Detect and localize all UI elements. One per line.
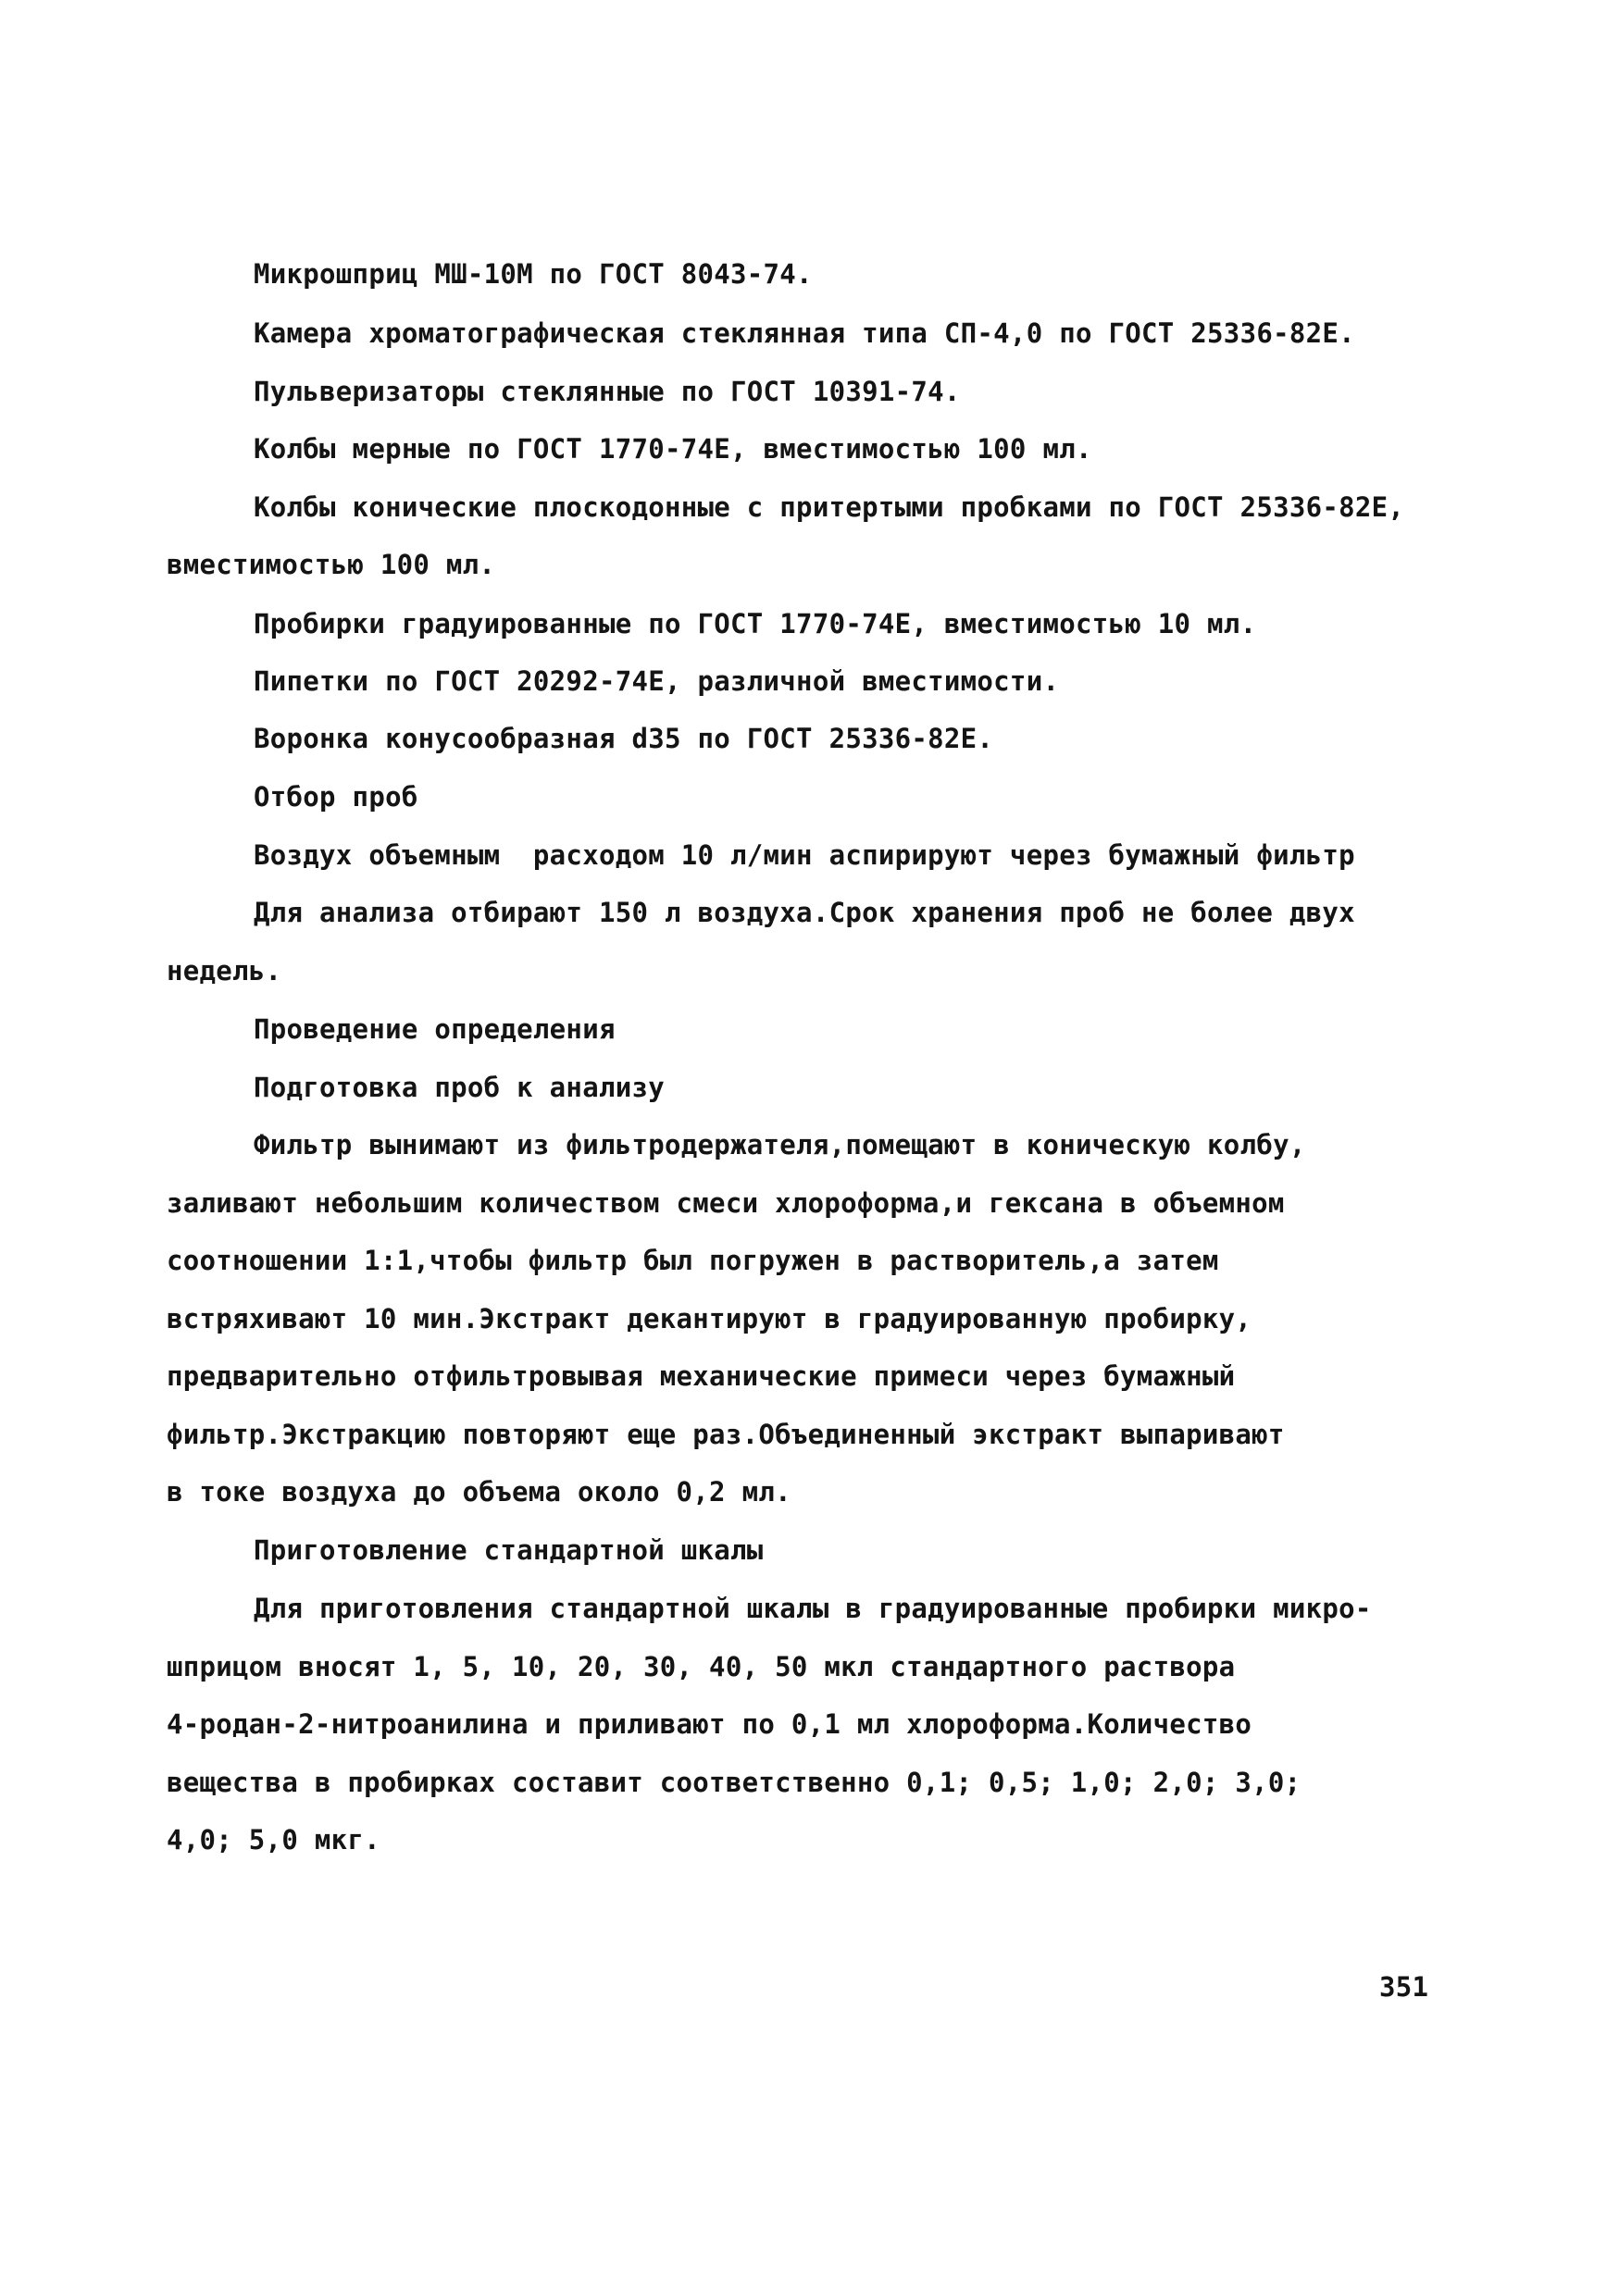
section-heading: Приготовление стандартной шкалы — [254, 1534, 764, 1566]
text-line: заливают небольшим количеством смеси хлороформа,и гексана в объемном — [167, 1187, 1285, 1219]
text-line: Для анализа отбирают 150 л воздуха.Срок хранения проб не более двух — [254, 897, 1355, 928]
section-heading: Отбор проб — [254, 781, 418, 813]
text-line: встряхивают 10 мин.Экстракт декантируют в градуированную пробирку, — [167, 1303, 1252, 1334]
text-line: соотношении 1:1,чтобы фильтр был погружен в растворитель,а затем — [167, 1245, 1219, 1276]
text-line: Колбы мерные по ГОСТ 1770-74Е, вместимостью 100 мл. — [254, 433, 1092, 465]
text-line: 4,0; 5,0 мкг. — [167, 1824, 380, 1855]
text-line: Камера хроматографическая стеклянная типа СП-4,0 по ГОСТ 25336-82Е. — [254, 317, 1355, 349]
text-line: Воронка конусообразная d35 по ГОСТ 25336-82Е. — [254, 723, 994, 754]
text-line: недель. — [167, 955, 282, 987]
section-heading: Подготовка проб к анализу — [254, 1072, 665, 1103]
text-line: Пипетки по ГОСТ 20292-74Е, различной вместимости. — [254, 665, 1060, 697]
text-line: фильтр.Экстракцию повторяют еще раз.Объединенный экстракт выпаривают — [167, 1419, 1285, 1450]
text-line: Для приготовления стандартной шкалы в градуированные пробирки микро- — [254, 1593, 1372, 1624]
text-line: Колбы конические плоскодонные с притертыми пробками по ГОСТ 25336-82Е, — [254, 491, 1405, 523]
text-line: Микрошприц МШ-10М по ГОСТ 8043-74. — [254, 258, 813, 290]
text-line: шприцом вносят 1, 5, 10, 20, 30, 40, 50 мкл стандартного раствора — [167, 1651, 1236, 1682]
text-line: 4-родан-2-нитроанилина и приливают по 0,1 мл хлороформа.Количество — [167, 1708, 1252, 1740]
text-line: в токе воздуха до объема около 0,2 мл. — [167, 1476, 791, 1508]
text-line: Воздух объемным расходом 10 л/мин аспирируют через бумажный фильтр — [254, 839, 1355, 871]
text-line: вещества в пробирках составит соответственно 0,1; 0,5; 1,0; 2,0; 3,0; — [167, 1767, 1301, 1798]
text-line: предварительно отфильтровывая механические примеси через бумажный — [167, 1360, 1236, 1392]
text-line: Пробирки градуированные по ГОСТ 1770-74Е, вместимостью 10 мл. — [254, 608, 1257, 639]
section-heading: Проведение определения — [254, 1013, 616, 1045]
text-line: вместимостью 100 мл. — [167, 549, 496, 580]
text-line: Фильтр вынимают из фильтродержателя,помещают в коническую колбу, — [254, 1129, 1306, 1160]
text-line: Пульверизаторы стеклянные по ГОСТ 10391-74. — [254, 376, 961, 407]
page-number: 351 — [1379, 1971, 1429, 2003]
